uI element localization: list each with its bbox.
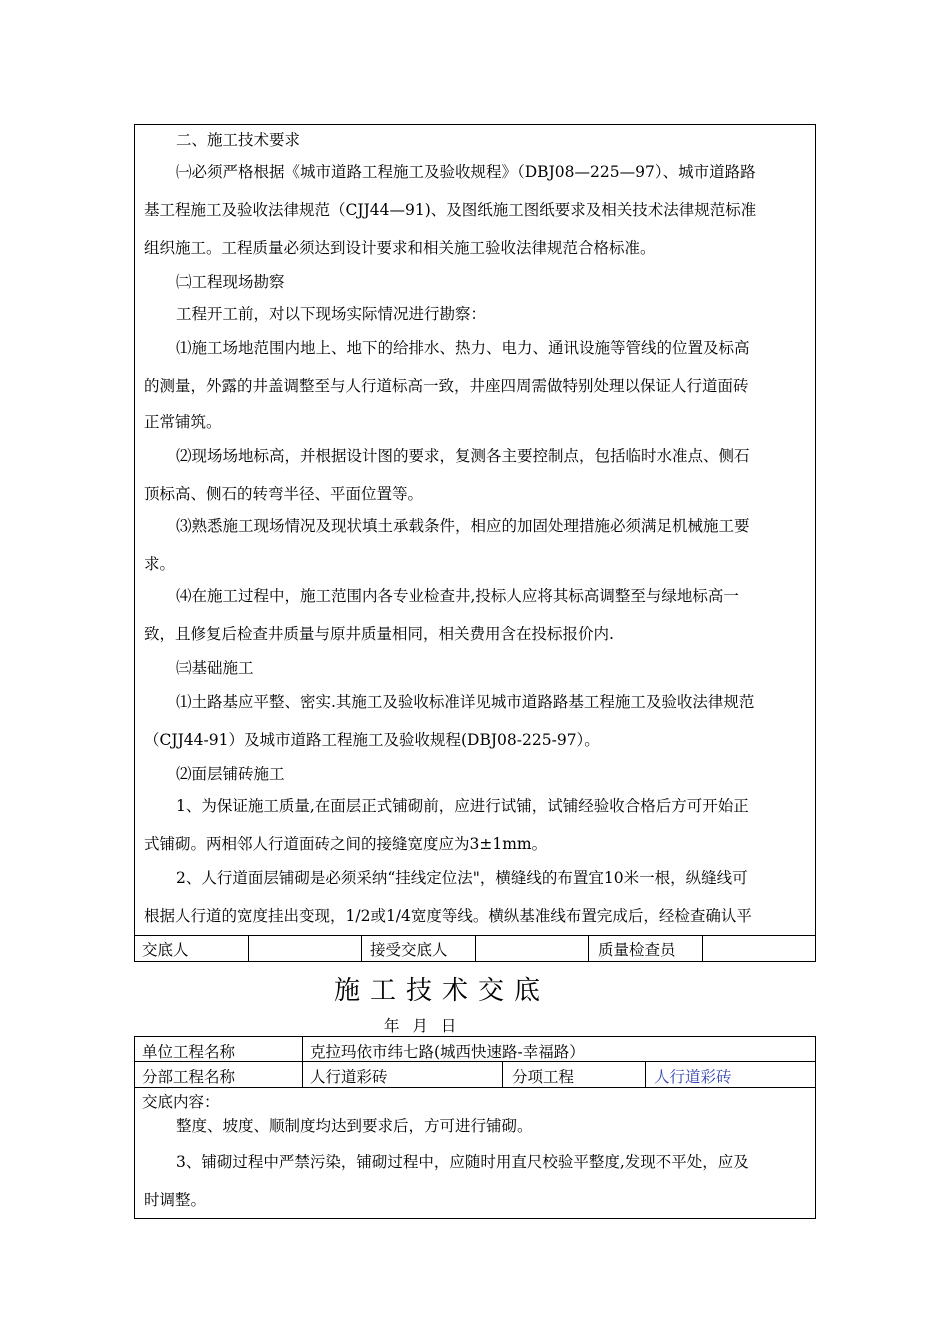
cell-divider xyxy=(475,935,476,962)
paragraph-line: ⑶熟悉施工现场情况及现状填土承载条件，相应的加固处理措施必须满足机械施工要 xyxy=(176,517,750,535)
content-label: 交底内容： xyxy=(142,1093,220,1111)
paragraph-line: 根据人行道的宽度挂出变现，1/2或1/4宽度等线。横纵基准线布置完成后，经检查确认平 xyxy=(144,907,752,925)
sub-project-label: 分部工程名称 xyxy=(142,1068,236,1086)
paragraph-line: 求。 xyxy=(144,555,176,573)
paragraph-line: 正常铺筑。 xyxy=(144,413,222,431)
item-project-value: 人行道彩砖 xyxy=(654,1068,732,1086)
paragraph-line: 工程开工前，对以下现场实际情况进行勘察： xyxy=(176,305,487,323)
cell-divider xyxy=(588,935,589,962)
heading-site-survey: ㈡工程现场勘察 xyxy=(176,273,285,291)
paragraph-line: ⑴土路基应平整、密实.其施工及验收标准详见城市道路路基工程施工及验收法律规范 xyxy=(176,693,755,711)
cell-divider xyxy=(502,1061,503,1087)
paragraph-line: ⑴施工场地范围内地上、地下的给排水、热力、电力、通讯设施等管线的位置及标高 xyxy=(176,339,750,357)
paragraph-line: 基工程施工及验收法律规范（CJJ44—91)、及图纸施工图纸要求及相关技术法律规范标准 xyxy=(144,201,757,219)
sub-project-value: 人行道彩砖 xyxy=(310,1068,388,1086)
heading-foundation: ㈢基础施工 xyxy=(176,659,254,677)
paragraph-line: ⑷在施工过程中，施工范围内各专业检查井,投标人应将其标高调整至与绿地标高一 xyxy=(176,587,739,605)
heading-paving: ⑵面层铺砖施工 xyxy=(176,765,285,783)
unit-project-label: 单位工程名称 xyxy=(142,1043,236,1061)
receiver-label: 接受交底人 xyxy=(370,941,448,959)
row-divider xyxy=(134,1087,816,1088)
paragraph-line: 3、铺砌过程中严禁污染，铺砌过程中，应随时用直尺校验平整度,发现不平处，应及 xyxy=(176,1153,749,1171)
paragraph-line: 时调整。 xyxy=(144,1191,207,1209)
date-line: 年 月 日 xyxy=(384,1017,461,1035)
paragraph-line: 2、人行道面层铺砌是必须采纳“挂线定位法"，横缝线的布置宜10米一根，纵缝线可 xyxy=(176,869,748,887)
paragraph-line: ⑵现场场地标高，并根据设计图的要求，复测各主要控制点，包括临时水准点、侧石 xyxy=(176,447,750,465)
paragraph-line: 的测量，外露的井盖调整至与人行道标高一致，井座四周需做特别处理以保证人行道面砖 xyxy=(144,377,749,395)
cell-divider xyxy=(302,1036,303,1087)
paragraph-line: 1、为保证施工质量,在面层正式铺砌前，应进行试铺，试铺经验收合格后方可开始正 xyxy=(176,797,749,815)
paragraph-line: （CJJ44-91）及城市道路工程施工及验收规程(DBJ08-225-97）。 xyxy=(144,731,600,749)
unit-project-value: 克拉玛依市纬七路(城西快速路-幸福路） xyxy=(310,1043,585,1061)
item-project-label: 分项工程 xyxy=(512,1068,575,1086)
cell-divider xyxy=(645,1061,646,1087)
paragraph-line: 式铺砌。两相邻人行道面砖之间的接缝宽度应为3±1mm。 xyxy=(144,835,548,853)
cell-divider xyxy=(702,935,703,962)
paragraph-line: 组织施工。工程质量必须达到设计要求和相关施工验收法律规范合格标准。 xyxy=(144,239,656,257)
paragraph-line: 致，且修复后检查井质量与原井质量相同，相关费用含在投标报价内. xyxy=(144,625,614,643)
document-title: 施工技术交底 xyxy=(334,976,551,1006)
paragraph-line: 整度、坡度、顺制度均达到要求后，方可进行铺砌。 xyxy=(176,1117,533,1135)
heading-tech-requirements: 二、施工技术要求 xyxy=(176,131,301,149)
paragraph-line: ㈠必须严格根据《城市道路工程施工及验收规程》（DBJ08—225—97）、城市道路路 xyxy=(176,163,756,181)
cell-divider xyxy=(248,935,249,962)
cell-divider xyxy=(361,935,362,962)
handover-person-label: 交底人 xyxy=(142,941,189,959)
paragraph-line: 顶标高、侧石的转弯半径、平面位置等。 xyxy=(144,485,424,503)
quality-inspector-label: 质量检查员 xyxy=(598,941,676,959)
